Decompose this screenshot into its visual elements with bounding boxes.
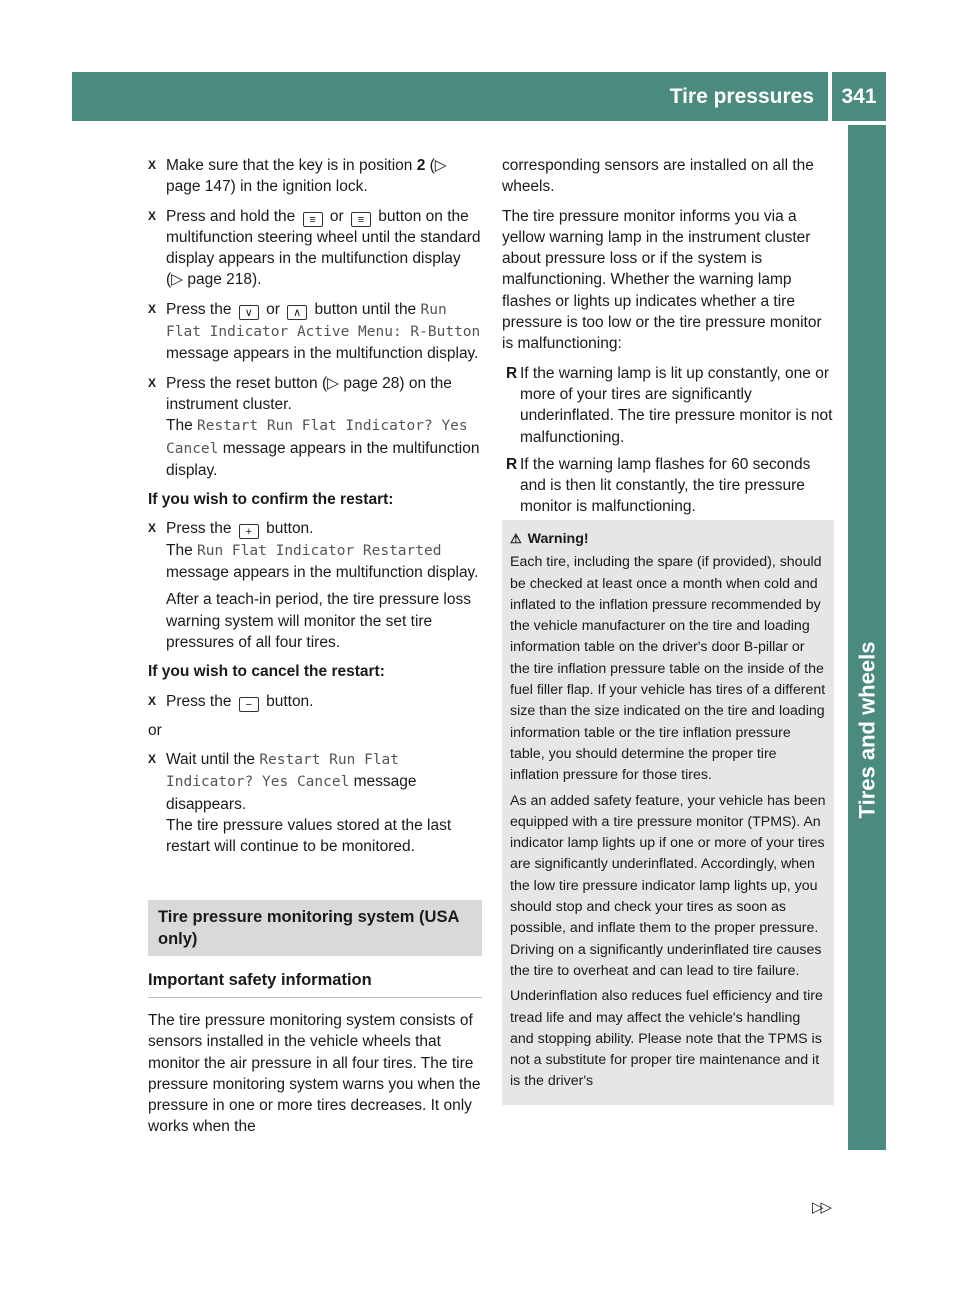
list-item: R If the warning lamp is lit up constantly, one or more of your tires are significantly underinflated. The tire pressure monitor is not malfunctioning. xyxy=(506,364,833,446)
confirm-note: After a teach-in period, the tire pressure loss warning system will monitor the set tire pressures of all four tires. xyxy=(166,591,471,651)
step-item: X Press the + button. The Run Flat Indicator Restarted message appears in the multifunction display. After a teach-in period, the tire pressure loss warning system will monitor the set tire pressures of all four tires. xyxy=(148,518,482,653)
step-marker-icon: X xyxy=(148,521,157,536)
down-button-icon: ∨ xyxy=(239,305,259,320)
warning-paragraph: Each tire, including the spare (if provided), should be checked at least once a month when cold and inflated to the inflation pressure recommended by the vehicle manufacturer on the tire and loading information table on the driver's door B-pillar or the tire inflation pressure table on the inside of the fuel filler flap. If your vehicle has tires of a different size than the size indicated on the tire and loading information table or the tire inflation pressure table, you should determine the proper tire inflation pressure for those tires. xyxy=(510,554,826,784)
right-column xyxy=(502,155,836,524)
bullet-icon: R xyxy=(506,455,518,473)
warning-box xyxy=(502,520,834,1105)
page-number: 341 xyxy=(841,85,877,108)
step-item: X Wait until the Restart Run Flat Indicator? Yes Cancel message disappears. The tire pressure values stored at the last restart will continue to be monitored. xyxy=(148,751,452,856)
step-item: X Press and hold the ≡ or ≡ button on the multifunction steering wheel until the standard display appears in the multifunction display (▷ page 218). xyxy=(148,207,481,289)
step-marker-icon: X xyxy=(148,208,157,223)
or-text: or xyxy=(148,721,162,739)
important-paragraph: The tire pressure monitoring system consists of sensors installed in the vehicle wheels that monitor the air pressure in all four tires. The tire pressure monitoring system warns you when the pressure in one or more tires decreases. It only works when the xyxy=(148,1011,481,1136)
list-item: R If the warning lamp flashes for 60 seconds and is then lit constantly, the tire pressure monitor is malfunctioning. xyxy=(506,455,811,516)
section-title: Tire pressure monitoring system (USA only) xyxy=(148,900,482,956)
important-heading: Important safety information xyxy=(148,970,482,998)
continue-arrow-icon: ▷▷ xyxy=(812,1199,830,1216)
step-marker-icon: X xyxy=(148,375,157,390)
warning-paragraph: Underinflation also reduces fuel efficiency and tire tread life and may affect the vehicle's handling and stopping ability. Please note that the TPMS is not a substitute for proper tire maintenance and it is the driver's xyxy=(510,988,823,1090)
warning-heading: ⚠ Warning! xyxy=(510,528,826,550)
display-button-icon: ≡ xyxy=(303,212,323,227)
minus-button-icon: − xyxy=(239,697,259,712)
confirm-heading: If you wish to confirm the restart: xyxy=(148,491,394,509)
up-button-icon: ∧ xyxy=(287,305,307,320)
step-item: X Make sure that the key is in position 2 (▷ page 147) in the ignition lock. xyxy=(148,157,447,196)
step-item: X Press the − button. xyxy=(148,692,314,711)
paragraph: The tire pressure monitor informs you via a yellow warning lamp in the instrument cluster about pressure loss or if the system is malfunctioning. Whether the warning lamp flashes or lights up indicates whether a tire pressure is too low or the tire pressure monitor is malfunctioning: xyxy=(502,207,822,353)
left-column xyxy=(148,155,482,1146)
plus-button-icon: + xyxy=(239,524,259,539)
step-marker-icon: X xyxy=(148,158,157,172)
paragraph: corresponding sensors are installed on all the wheels. xyxy=(502,157,814,196)
display-button-icon: ≡ xyxy=(351,212,371,227)
side-tab-label: Tires and wheels xyxy=(854,641,879,819)
bullet-icon: R xyxy=(506,364,518,382)
warning-triangle-icon: ⚠ xyxy=(510,531,522,546)
step-marker-icon: X xyxy=(148,301,157,316)
cancel-heading: If you wish to cancel the restart: xyxy=(148,663,385,681)
page-header-title: Tire pressures xyxy=(669,85,814,108)
warning-paragraph: As an added safety feature, your vehicle has been equipped with a tire pressure monitor (TPMS). An indicator lamp lights up if one or more of your tires are significantly underinflated. Accordingly, when the low tire pressure indicator lamp lights up, you should stop and check your tires as soon as possible, and inflate them to the proper pressure. Driving on a significantly underinflated tire causes the tire to overheat and can lead to tire failure. xyxy=(510,792,826,979)
step-item: X Press the ∨ or ∧ button until the Run Flat Indicator Active Menu: R-Button message appears in the multifunction display. xyxy=(148,300,481,363)
step-item: X Press the reset button (▷ page 28) on the instrument cluster. The Restart Run Flat Indicator? Yes Cancel message appears in the multifunction display. xyxy=(148,374,480,479)
step-marker-icon: X xyxy=(148,693,157,708)
step-marker-icon: X xyxy=(148,752,157,767)
